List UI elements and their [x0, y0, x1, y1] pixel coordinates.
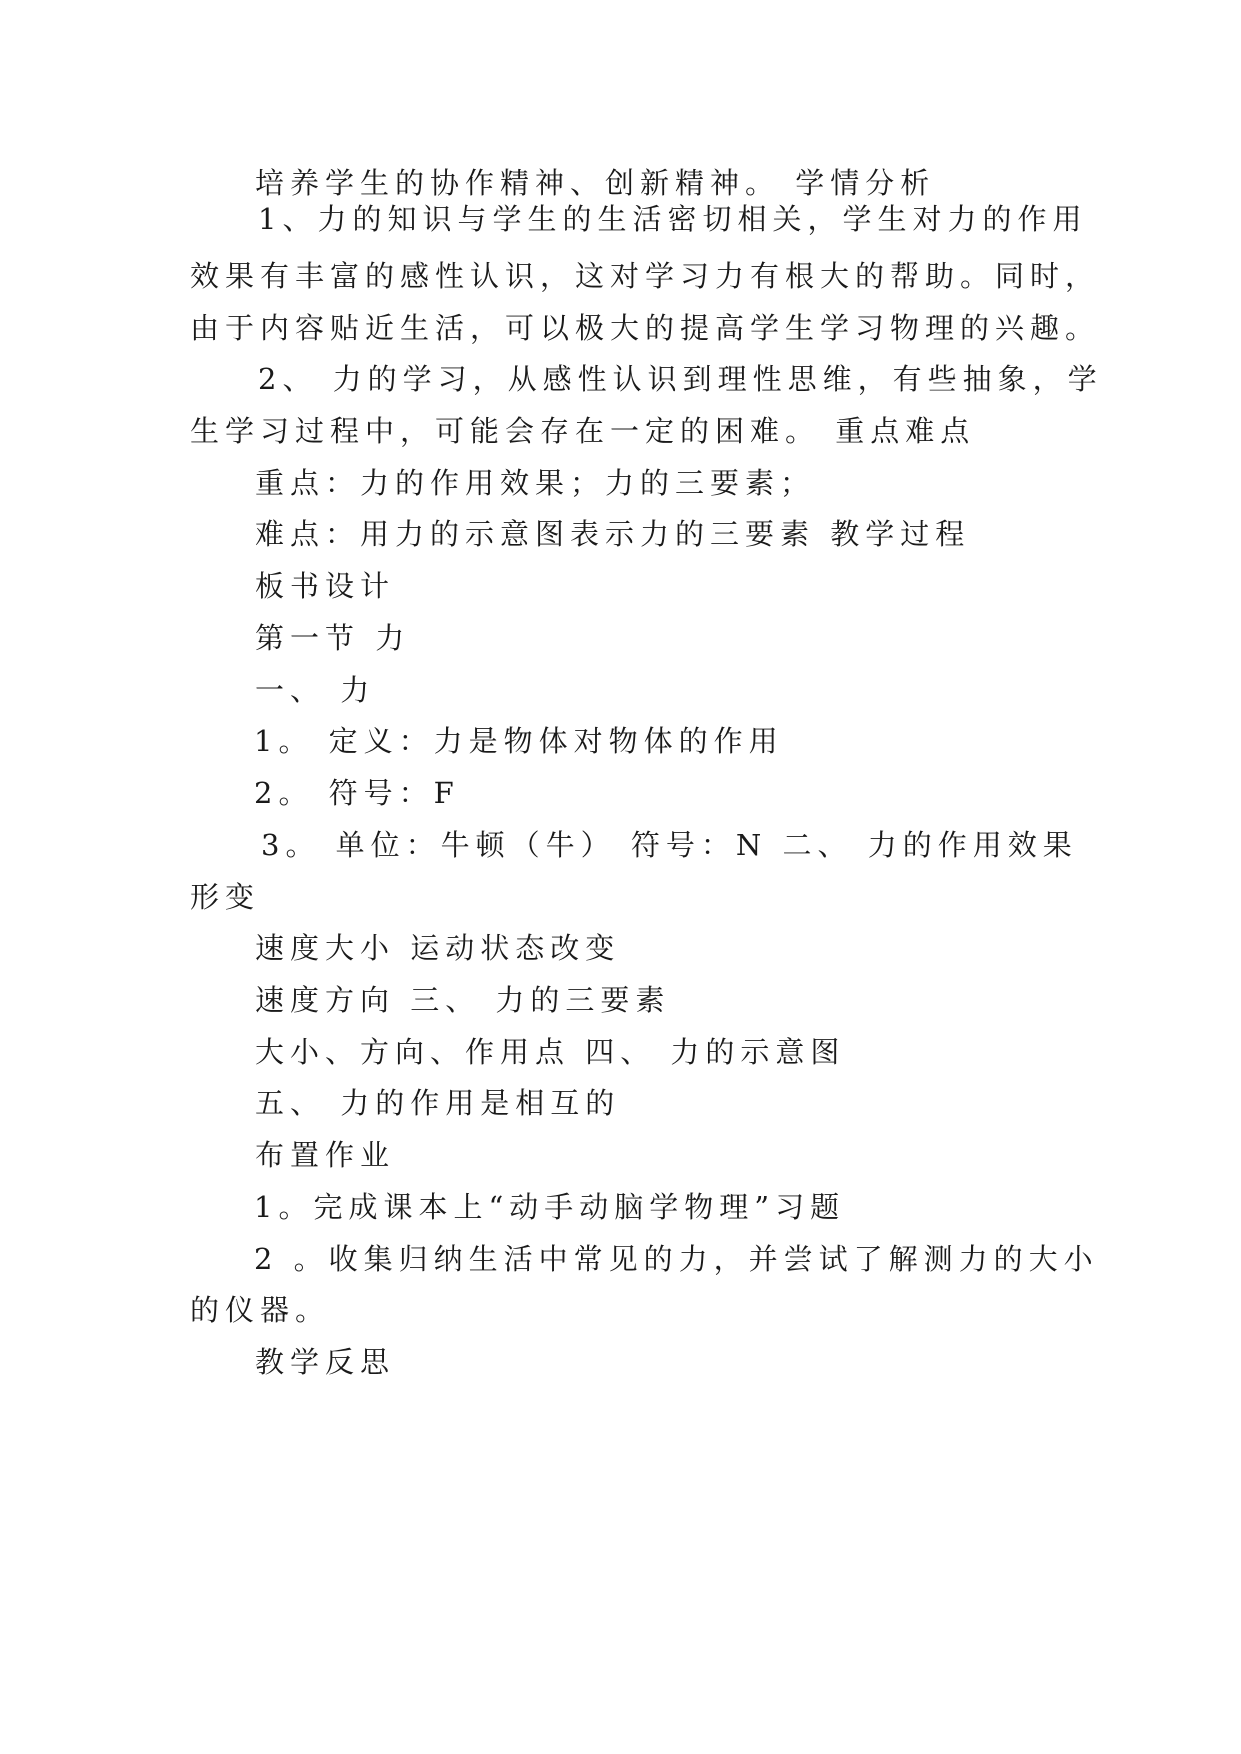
text-line: 2。 符号：F	[254, 776, 460, 810]
text-line: 2、 力的学习，从感性认识到理性思维，有些抽象，学	[258, 362, 1103, 396]
text-line: 教学反思	[255, 1345, 396, 1379]
text-line: 1、力的知识与学生的生活密切相关，学生对力的作用	[258, 202, 1088, 236]
text-line: 2 。收集归纳生活中常见的力，并尝试了解测力的大小	[254, 1242, 1099, 1276]
text-line: 效果有丰富的感性认识，这对学习力有根大的帮助。同时，	[190, 259, 1101, 293]
text-line: 1。完成课本上“动手动脑学物理”习题	[254, 1190, 846, 1224]
text-line: 速度方向 三、 力的三要素	[255, 983, 671, 1017]
text-line: 第一节 力	[255, 621, 411, 655]
text-line: 布置作业	[255, 1138, 396, 1172]
text-line: 形变	[190, 880, 261, 914]
text-line: 生学习过程中，可能会存在一定的困难。 重点难点	[190, 414, 976, 448]
text-line: 培养学生的协作精神、创新精神。 学情分析	[255, 166, 936, 200]
text-line: 板书设计	[255, 569, 396, 603]
text-line: 3。 单位：牛顿（牛） 符号：N 二、 力的作用效果	[261, 828, 1078, 862]
text-line: 五、 力的作用是相互的	[255, 1086, 621, 1120]
text-line: 由于内容贴近生活，可以极大的提高学生学习物理的兴趣。	[190, 311, 1101, 345]
text-line: 1。 定义：力是物体对物体的作用	[254, 724, 784, 758]
text-line: 的仪器。	[190, 1293, 331, 1327]
text-line: 难点：用力的示意图表示力的三要素 教学过程	[255, 517, 971, 551]
text-line: 重点：力的作用效果；力的三要素；	[255, 466, 816, 500]
text-line: 大小、方向、作用点 四、 力的示意图	[255, 1035, 846, 1069]
text-line: 速度大小 运动状态改变	[255, 931, 621, 965]
text-line: 一、 力	[255, 673, 376, 707]
